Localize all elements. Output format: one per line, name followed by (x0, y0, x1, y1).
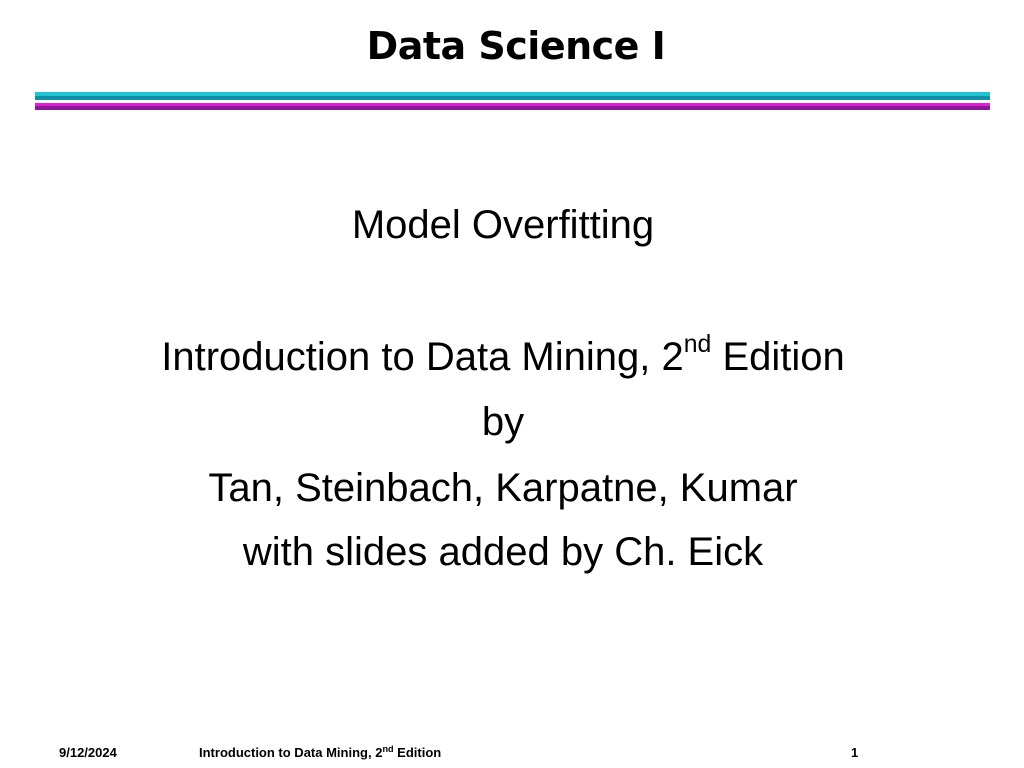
book-title-line (0, 330, 1006, 381)
footer-title-edition: Edition (393, 745, 442, 760)
book-title-text: Introduction to Data Mining, 2 (161, 335, 684, 379)
slides-credit-line: with slides added by Ch. Eick (242, 530, 764, 574)
footer-title-text: Introduction to Data Mining, 2 (199, 745, 383, 760)
title-rule-purple (35, 106, 990, 110)
footer-title (199, 744, 441, 762)
subtitle-model-overfitting: Model Overfitting (351, 203, 655, 247)
footer-page-number: 1 (851, 745, 859, 760)
authors-line: Tan, Steinbach, Karpatne, Kumar (208, 466, 798, 510)
book-title-ordinal-suffix: nd (683, 330, 712, 358)
footer-date: 9/12/2024 (59, 745, 117, 760)
slide-title: Data Science I (366, 24, 666, 68)
footer-title-ordinal-suffix: nd (382, 743, 394, 754)
by-line: by (481, 400, 525, 444)
title-rule-teal-dark (35, 96, 990, 100)
book-title-edition: Edition (711, 335, 845, 379)
